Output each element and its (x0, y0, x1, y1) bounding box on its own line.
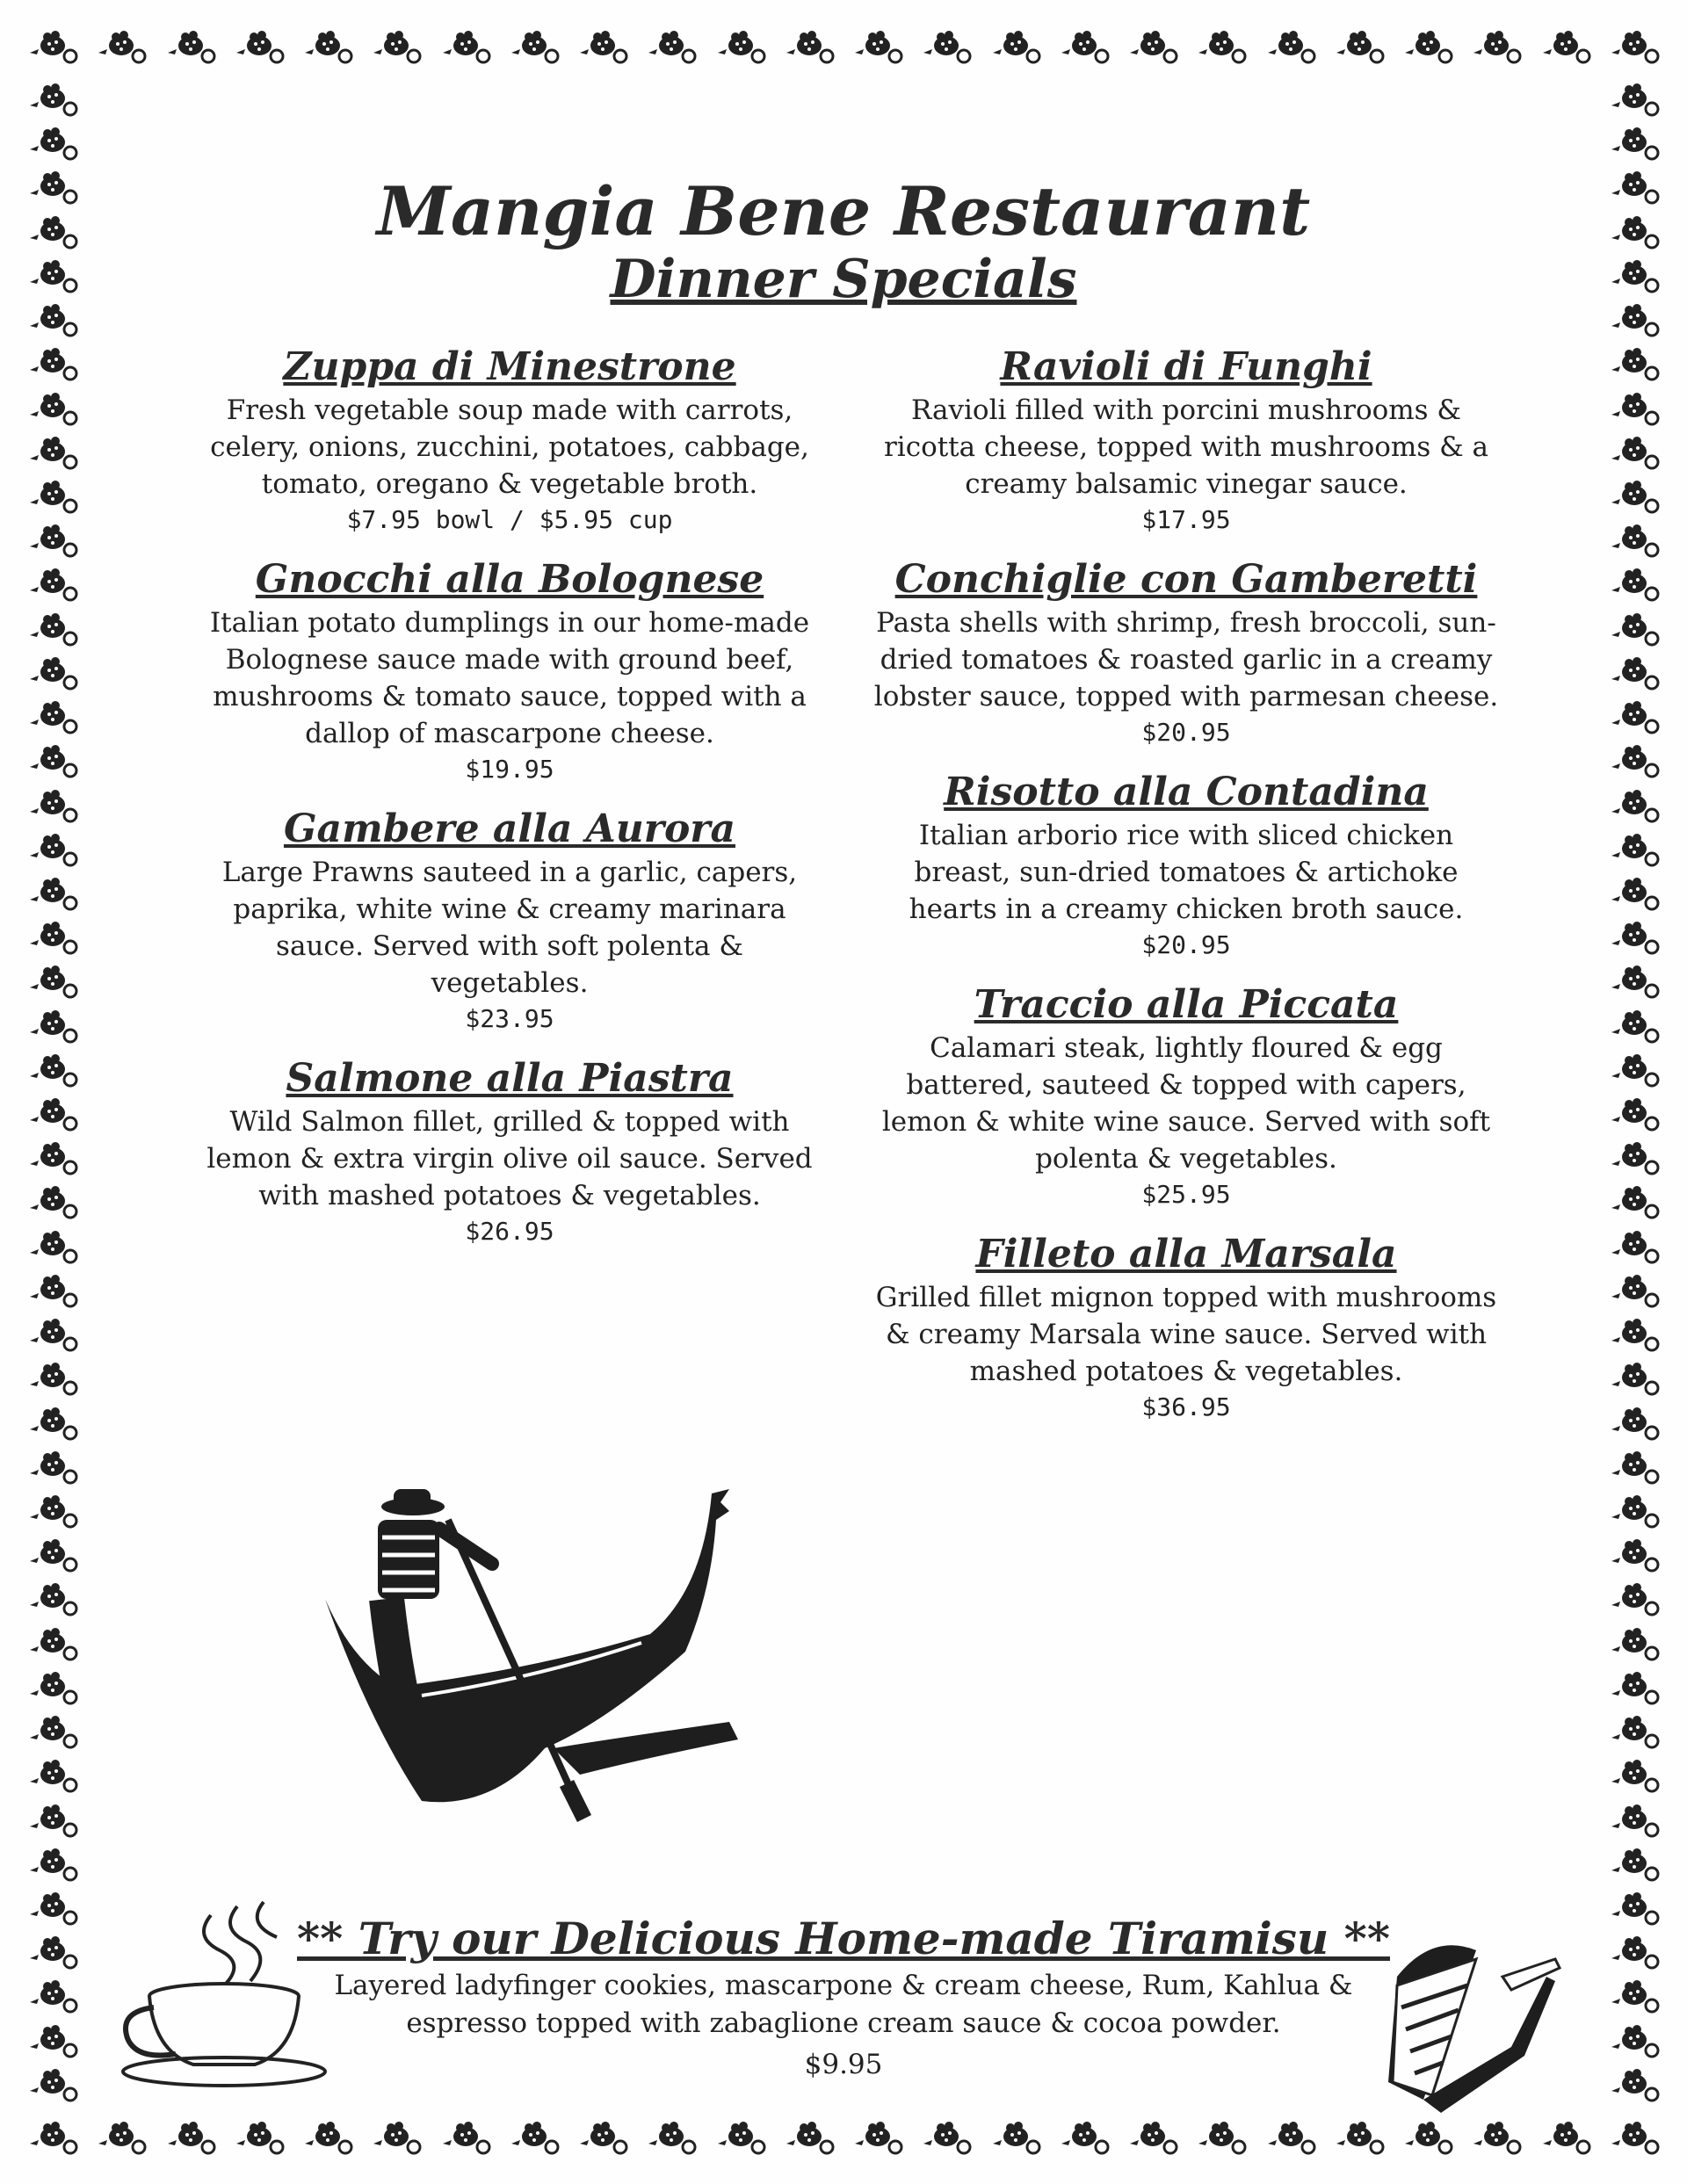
pig-ornament-icon (26, 1314, 79, 1355)
pig-ornament-icon (508, 2117, 561, 2158)
pig-ornament-icon (26, 653, 79, 693)
menu-subtitle: Dinner Specials (610, 249, 1077, 310)
menu-item (870, 768, 1502, 963)
menu-column-right (870, 343, 1502, 1443)
menu-item (870, 555, 1502, 750)
pig-ornament-icon (1608, 1358, 1661, 1399)
pig-ornament-icon (1608, 1667, 1661, 1708)
pig-ornament-icon (1470, 26, 1523, 67)
pig-ornament-icon (26, 1403, 79, 1443)
pig-ornament-icon (645, 26, 698, 67)
pig-ornament-icon (1608, 741, 1661, 781)
pig-ornament-icon (164, 26, 217, 67)
pig-ornament-icon (508, 26, 561, 67)
pig-ornament-icon (26, 388, 79, 429)
pig-ornament-icon (1401, 26, 1454, 67)
menu-item-price: $26.95 (465, 1217, 554, 1246)
pig-ornament-icon (26, 564, 79, 604)
top-ornament-border (26, 26, 1661, 67)
pig-ornament-icon (370, 2117, 423, 2158)
pig-ornament-icon (1608, 697, 1661, 737)
pig-ornament-icon (1539, 2117, 1592, 2158)
menu-item-name: Filleto alla Marsala (975, 1232, 1397, 1276)
menu-item (870, 1230, 1502, 1425)
pig-ornament-icon (26, 79, 79, 119)
pig-ornament-icon (1608, 609, 1661, 649)
menu-item-price: $25.95 (1141, 1180, 1231, 1209)
pig-ornament-icon (1058, 2117, 1111, 2158)
menu-item-price: $36.95 (1141, 1392, 1231, 1421)
pig-ornament-icon (26, 1491, 79, 1531)
pig-ornament-icon (1264, 2117, 1317, 2158)
pig-ornament-icon (1608, 79, 1661, 119)
pig-ornament-icon (1539, 26, 1592, 67)
pig-ornament-icon (1608, 1755, 1661, 1796)
menu-item (193, 805, 826, 1037)
menu-item-price: $19.95 (465, 755, 554, 784)
pig-ornament-icon (1608, 2021, 1661, 2061)
pig-ornament-icon (26, 741, 79, 781)
restaurant-title: Mangia Bene Restaurant (376, 172, 1311, 250)
pig-ornament-icon (1608, 1932, 1661, 1972)
menu-item-description: Grilled fillet mignon topped with mushrooms & creamy Marsala wine sauce. Served with mashed potatoes & vegetables. (875, 1282, 1497, 1387)
menu-item (193, 1054, 826, 1249)
pig-ornament-icon (576, 26, 629, 67)
pig-ornament-icon (26, 1888, 79, 1928)
pig-ornament-icon (26, 1976, 79, 2016)
menu-item-name: Risotto alla Contadina (944, 770, 1429, 814)
pig-ornament-icon (1608, 1711, 1661, 1752)
menu-item-description: Calamari steak, lightly floured & egg battered, sauteed & topped with capers, lemon & white wine sauce. Served with soft polenta & vegetables. (881, 1032, 1491, 1175)
pig-ornament-icon (26, 1932, 79, 1972)
pig-ornament-icon (26, 1447, 79, 1487)
menu-item (193, 343, 826, 538)
pig-ornament-icon (26, 2117, 79, 2158)
pig-ornament-icon (851, 26, 904, 67)
pig-ornament-icon (989, 2117, 1042, 2158)
pig-ornament-icon (439, 2117, 492, 2158)
pig-ornament-icon (920, 2117, 973, 2158)
pig-ornament-icon (1333, 2117, 1386, 2158)
pig-ornament-icon (439, 26, 492, 67)
pig-ornament-icon (1608, 1006, 1661, 1046)
menu-item-price: $7.95 bowl / $5.95 cup (346, 505, 673, 534)
pig-ornament-icon (26, 1624, 79, 1664)
pig-ornament-icon (26, 1138, 79, 1178)
pig-ornament-icon (1608, 476, 1661, 517)
pig-ornament-icon (1333, 26, 1386, 67)
menu-item-name: Gambere alla Aurora (283, 806, 735, 851)
pig-ornament-icon (1608, 1226, 1661, 1267)
pig-ornament-icon (26, 1050, 79, 1090)
pig-ornament-icon (26, 344, 79, 384)
menu-item-description: Pasta shells with shrimp, fresh broccoli, sun-dried tomatoes & roasted garlic in a creamy lobster sauce, topped with parmesan cheese. (873, 607, 1499, 712)
pig-ornament-icon (26, 1094, 79, 1134)
pig-ornament-icon (26, 1711, 79, 1752)
pig-ornament-icon (26, 961, 79, 1002)
menu-column-left (193, 343, 826, 1267)
dessert-section (290, 1911, 1397, 2086)
menu-item (193, 555, 826, 787)
pig-ornament-icon (233, 26, 286, 67)
pig-ornament-icon (1608, 873, 1661, 914)
pig-ornament-icon (26, 26, 79, 67)
cake-slice-illustration (1371, 1924, 1564, 2117)
pig-ornament-icon (1608, 1094, 1661, 1134)
gondola-illustration (316, 1458, 756, 1827)
pig-ornament-icon (26, 917, 79, 958)
pig-ornament-icon (1608, 520, 1661, 560)
pig-ornament-icon (783, 26, 836, 67)
menu-item-name: Gnocchi alla Bolognese (255, 557, 764, 602)
pig-ornament-icon (26, 1182, 79, 1222)
menu-item (870, 343, 1502, 538)
pig-ornament-icon (1608, 123, 1661, 163)
pig-ornament-icon (1608, 1624, 1661, 1664)
pig-ornament-icon (1608, 1800, 1661, 1840)
pig-ornament-icon (26, 785, 79, 826)
pig-ornament-icon (851, 2117, 904, 2158)
pig-ornament-icon (26, 432, 79, 473)
pig-ornament-icon (26, 1800, 79, 1840)
pig-ornament-icon (783, 2117, 836, 2158)
pig-ornament-icon (26, 1535, 79, 1575)
pig-ornament-icon (1264, 26, 1317, 67)
menu-item-description: Fresh vegetable soup made with carrots, celery, onions, zucchini, potatoes, cabbage, tomato, oregano & vegetable broth. (210, 394, 809, 500)
menu-item-description: Large Prawns sauteed in a garlic, capers, paprika, white wine & creamy marinara sauce. Served with soft polenta & vegetables. (221, 857, 798, 999)
pig-ornament-icon (26, 1358, 79, 1399)
pig-ornament-icon (1608, 1447, 1661, 1487)
pig-ornament-icon (26, 1006, 79, 1046)
pig-ornament-icon (1608, 1403, 1661, 1443)
pig-ornament-icon (26, 520, 79, 560)
pig-ornament-icon (95, 26, 148, 67)
dessert-price: $9.95 (804, 2049, 883, 2080)
pig-ornament-icon (1058, 26, 1111, 67)
pig-ornament-icon (1608, 1314, 1661, 1355)
menu-item-name: Conchiglie con Gamberetti (894, 557, 1478, 602)
pig-ornament-icon (1401, 2117, 1454, 2158)
bottom-ornament-border (26, 2117, 1661, 2158)
pig-ornament-icon (1608, 829, 1661, 870)
pig-ornament-icon (1195, 26, 1248, 67)
pig-ornament-icon (26, 123, 79, 163)
pig-ornament-icon (714, 26, 767, 67)
pig-ornament-icon (26, 697, 79, 737)
pig-ornament-icon (1126, 26, 1179, 67)
pig-ornament-icon (1608, 1182, 1661, 1222)
pig-ornament-icon (1608, 785, 1661, 826)
menu-item-name: Zuppa di Minestrone (283, 344, 736, 389)
pig-ornament-icon (989, 26, 1042, 67)
pig-ornament-icon (1608, 1888, 1661, 1928)
pig-ornament-icon (1608, 2065, 1661, 2105)
pig-ornament-icon (1608, 1844, 1661, 1884)
menu-item-name: Traccio alla Piccata (974, 982, 1399, 1027)
menu-item-description: Ravioli filled with porcini mushrooms & ricotta cheese, topped with mushrooms & a creamy balsamic vinegar sauce. (883, 394, 1489, 500)
pig-ornament-icon (1608, 1270, 1661, 1311)
pig-ornament-icon (370, 26, 423, 67)
menu-item-description: Wild Salmon fillet, grilled & topped with lemon & extra virgin olive oil sauce. Served with mashed potatoes & vegetables. (206, 1106, 813, 1211)
menu-item-price: $17.95 (1141, 505, 1231, 534)
pig-ornament-icon (1608, 653, 1661, 693)
pig-ornament-icon (1608, 344, 1661, 384)
pig-ornament-icon (301, 26, 354, 67)
pig-ornament-icon (1608, 564, 1661, 604)
pig-ornament-icon (26, 1270, 79, 1311)
pig-ornament-icon (920, 26, 973, 67)
dessert-heading: ** Try our Delicious Home-made Tiramisu ** (297, 1913, 1390, 1964)
pig-ornament-icon (1608, 1535, 1661, 1575)
pig-ornament-icon (26, 1226, 79, 1267)
pig-ornament-icon (95, 2117, 148, 2158)
pig-ornament-icon (1126, 2117, 1179, 2158)
dessert-description: Layered ladyfinger cookies, mascarpone & cream cheese, Rum, Kahlua & espresso topped with zabaglione cream sauce & cocoa powder. (334, 1970, 1353, 2039)
pig-ornament-icon (1608, 388, 1661, 429)
pig-ornament-icon (26, 1579, 79, 1619)
pig-ornament-icon (1608, 432, 1661, 473)
menu-item-name: Ravioli di Funghi (1000, 344, 1372, 389)
pig-ornament-icon (1608, 1050, 1661, 1090)
pig-ornament-icon (26, 2065, 79, 2105)
pig-ornament-icon (1608, 917, 1661, 958)
menu-item-price: $23.95 (465, 1004, 554, 1033)
pig-ornament-icon (26, 1844, 79, 1884)
pig-ornament-icon (1608, 1491, 1661, 1531)
pig-ornament-icon (233, 2117, 286, 2158)
pig-ornament-icon (1470, 2117, 1523, 2158)
pig-ornament-icon (301, 2117, 354, 2158)
pig-ornament-icon (1608, 26, 1661, 67)
menu-item-price: $20.95 (1141, 718, 1231, 747)
pig-ornament-icon (645, 2117, 698, 2158)
pig-ornament-icon (164, 2117, 217, 2158)
pig-ornament-icon (1608, 961, 1661, 1002)
pig-ornament-icon (26, 609, 79, 649)
pig-ornament-icon (26, 873, 79, 914)
pig-ornament-icon (26, 476, 79, 517)
right-ornament-border (1608, 79, 1661, 2105)
menu-item-description: Italian arborio rice with sliced chicken breast, sun-dried tomatoes & artichoke hearts in a creamy chicken broth sauce. (909, 820, 1464, 925)
menu-item (870, 980, 1502, 1212)
menu-item-description: Italian potato dumplings in our home-made Bolognese sauce made with ground beef, mushrooms & tomato sauce, topped with a dallop of mascarpone cheese. (209, 607, 810, 749)
pig-ornament-icon (1195, 2117, 1248, 2158)
pig-ornament-icon (26, 1755, 79, 1796)
menu-item-price: $20.95 (1141, 930, 1231, 959)
left-ornament-border (26, 79, 79, 2105)
pig-ornament-icon (1608, 2117, 1661, 2158)
pig-ornament-icon (1608, 1138, 1661, 1178)
pig-ornament-icon (26, 2021, 79, 2061)
pig-ornament-icon (26, 1667, 79, 1708)
pig-ornament-icon (714, 2117, 767, 2158)
menu-item-name: Salmone alla Piastra (286, 1056, 734, 1101)
pig-ornament-icon (26, 829, 79, 870)
pig-ornament-icon (576, 2117, 629, 2158)
pig-ornament-icon (1608, 1976, 1661, 2016)
pig-ornament-icon (1608, 1579, 1661, 1619)
